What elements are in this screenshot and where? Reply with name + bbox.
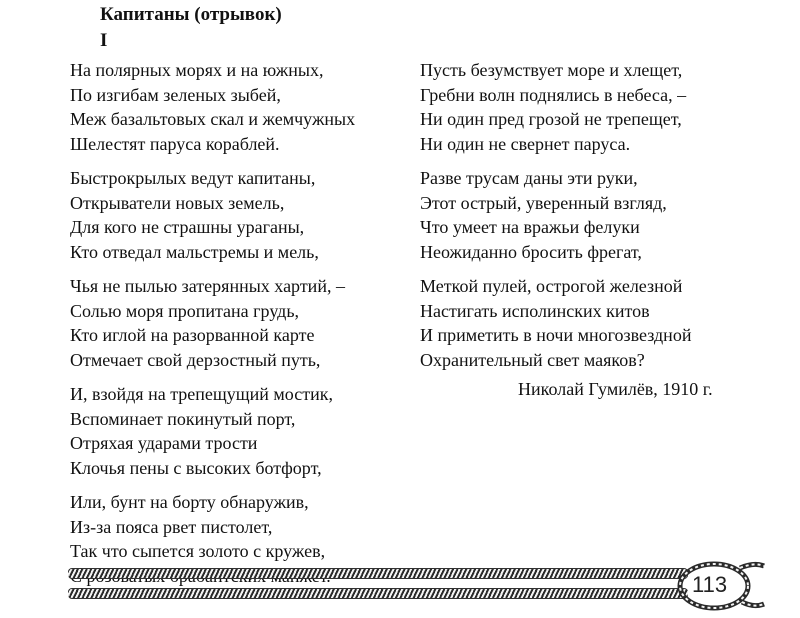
stanza (70, 166, 355, 264)
poem-line: Клочья пены с высоких ботфорт, (70, 457, 322, 478)
author-signature: Николай Гумилёв, 1910 г. (518, 379, 713, 399)
poem-line: Неожиданно бросить фрегат, (420, 241, 642, 262)
poem-title: Капитаны (отрывок) (100, 4, 282, 25)
left-column (70, 58, 355, 598)
poem-line: Из-за пояса рвет пистолет, (70, 516, 273, 537)
rope-border-top (68, 568, 688, 579)
poem-line: Открыватели новых земель, (70, 192, 285, 213)
poem-line: Отмечает свой дерзостный путь, (70, 349, 321, 370)
poem-line: Этот острый, уверенный взгляд, (420, 192, 667, 213)
poem-line: И, взойдя на трепещущий мостик, (70, 384, 333, 404)
poem-line: Для кого не страшны ураганы, (70, 217, 305, 237)
poem-line: Солью моря пропитана грудь, (70, 300, 300, 321)
poem-line: И приметить в ночи многозвездной (420, 325, 692, 345)
poem-line: Разве трусам даны эти руки, (420, 168, 638, 188)
part-number: I (100, 30, 108, 51)
rope-border-bottom (68, 588, 688, 599)
poem-line: Пусть безумствует море и хлещет, (420, 60, 683, 80)
poem-line: Ни один не свернет паруса. (420, 133, 631, 154)
poem-line: Или, бунт на борту обнаружив, (70, 492, 309, 512)
stanza (420, 58, 691, 156)
stanza (70, 274, 355, 372)
stanza (70, 382, 355, 480)
poem-line: На полярных морях и на южных, (70, 60, 324, 80)
stanza (70, 58, 355, 156)
poem-line: Шелестят паруса кораблей. (70, 133, 280, 154)
poem-line: Ни один пред грозой не трепещет, (420, 109, 682, 129)
poem-line: По изгибам зеленых зыбей, (70, 84, 281, 105)
stanza (420, 274, 691, 372)
poem-line: Меткой пулей, острогой железной (420, 276, 683, 296)
poem-line: Кто иглой на разорванной карте (70, 325, 315, 345)
page-number: 113 (692, 572, 728, 597)
right-column (420, 58, 691, 382)
poem-line: Отряхая ударами трости (70, 433, 258, 453)
poem-line: Настигать исполинских китов (420, 300, 650, 321)
poem-line: Что умеет на вражьи фелуки (420, 217, 640, 237)
poem-line: Кто отведал мальстремы и мель, (70, 241, 319, 262)
poem-line: Чья не пылью затерянных хартий, – (70, 276, 345, 296)
poem-line: Гребни волн поднялись в небеса, – (420, 84, 687, 105)
poem-line: Меж базальтовых скал и жемчужных (70, 109, 356, 129)
poem-line: Охранительный свет маяков? (420, 349, 645, 370)
poem-line: Быстрокрылых ведут капитаны, (70, 168, 316, 188)
stanza (420, 166, 691, 264)
poem-line: Так что сыпется золото с кружев, (70, 541, 326, 561)
poem-line: Вспоминает покинутый порт, (70, 408, 296, 429)
